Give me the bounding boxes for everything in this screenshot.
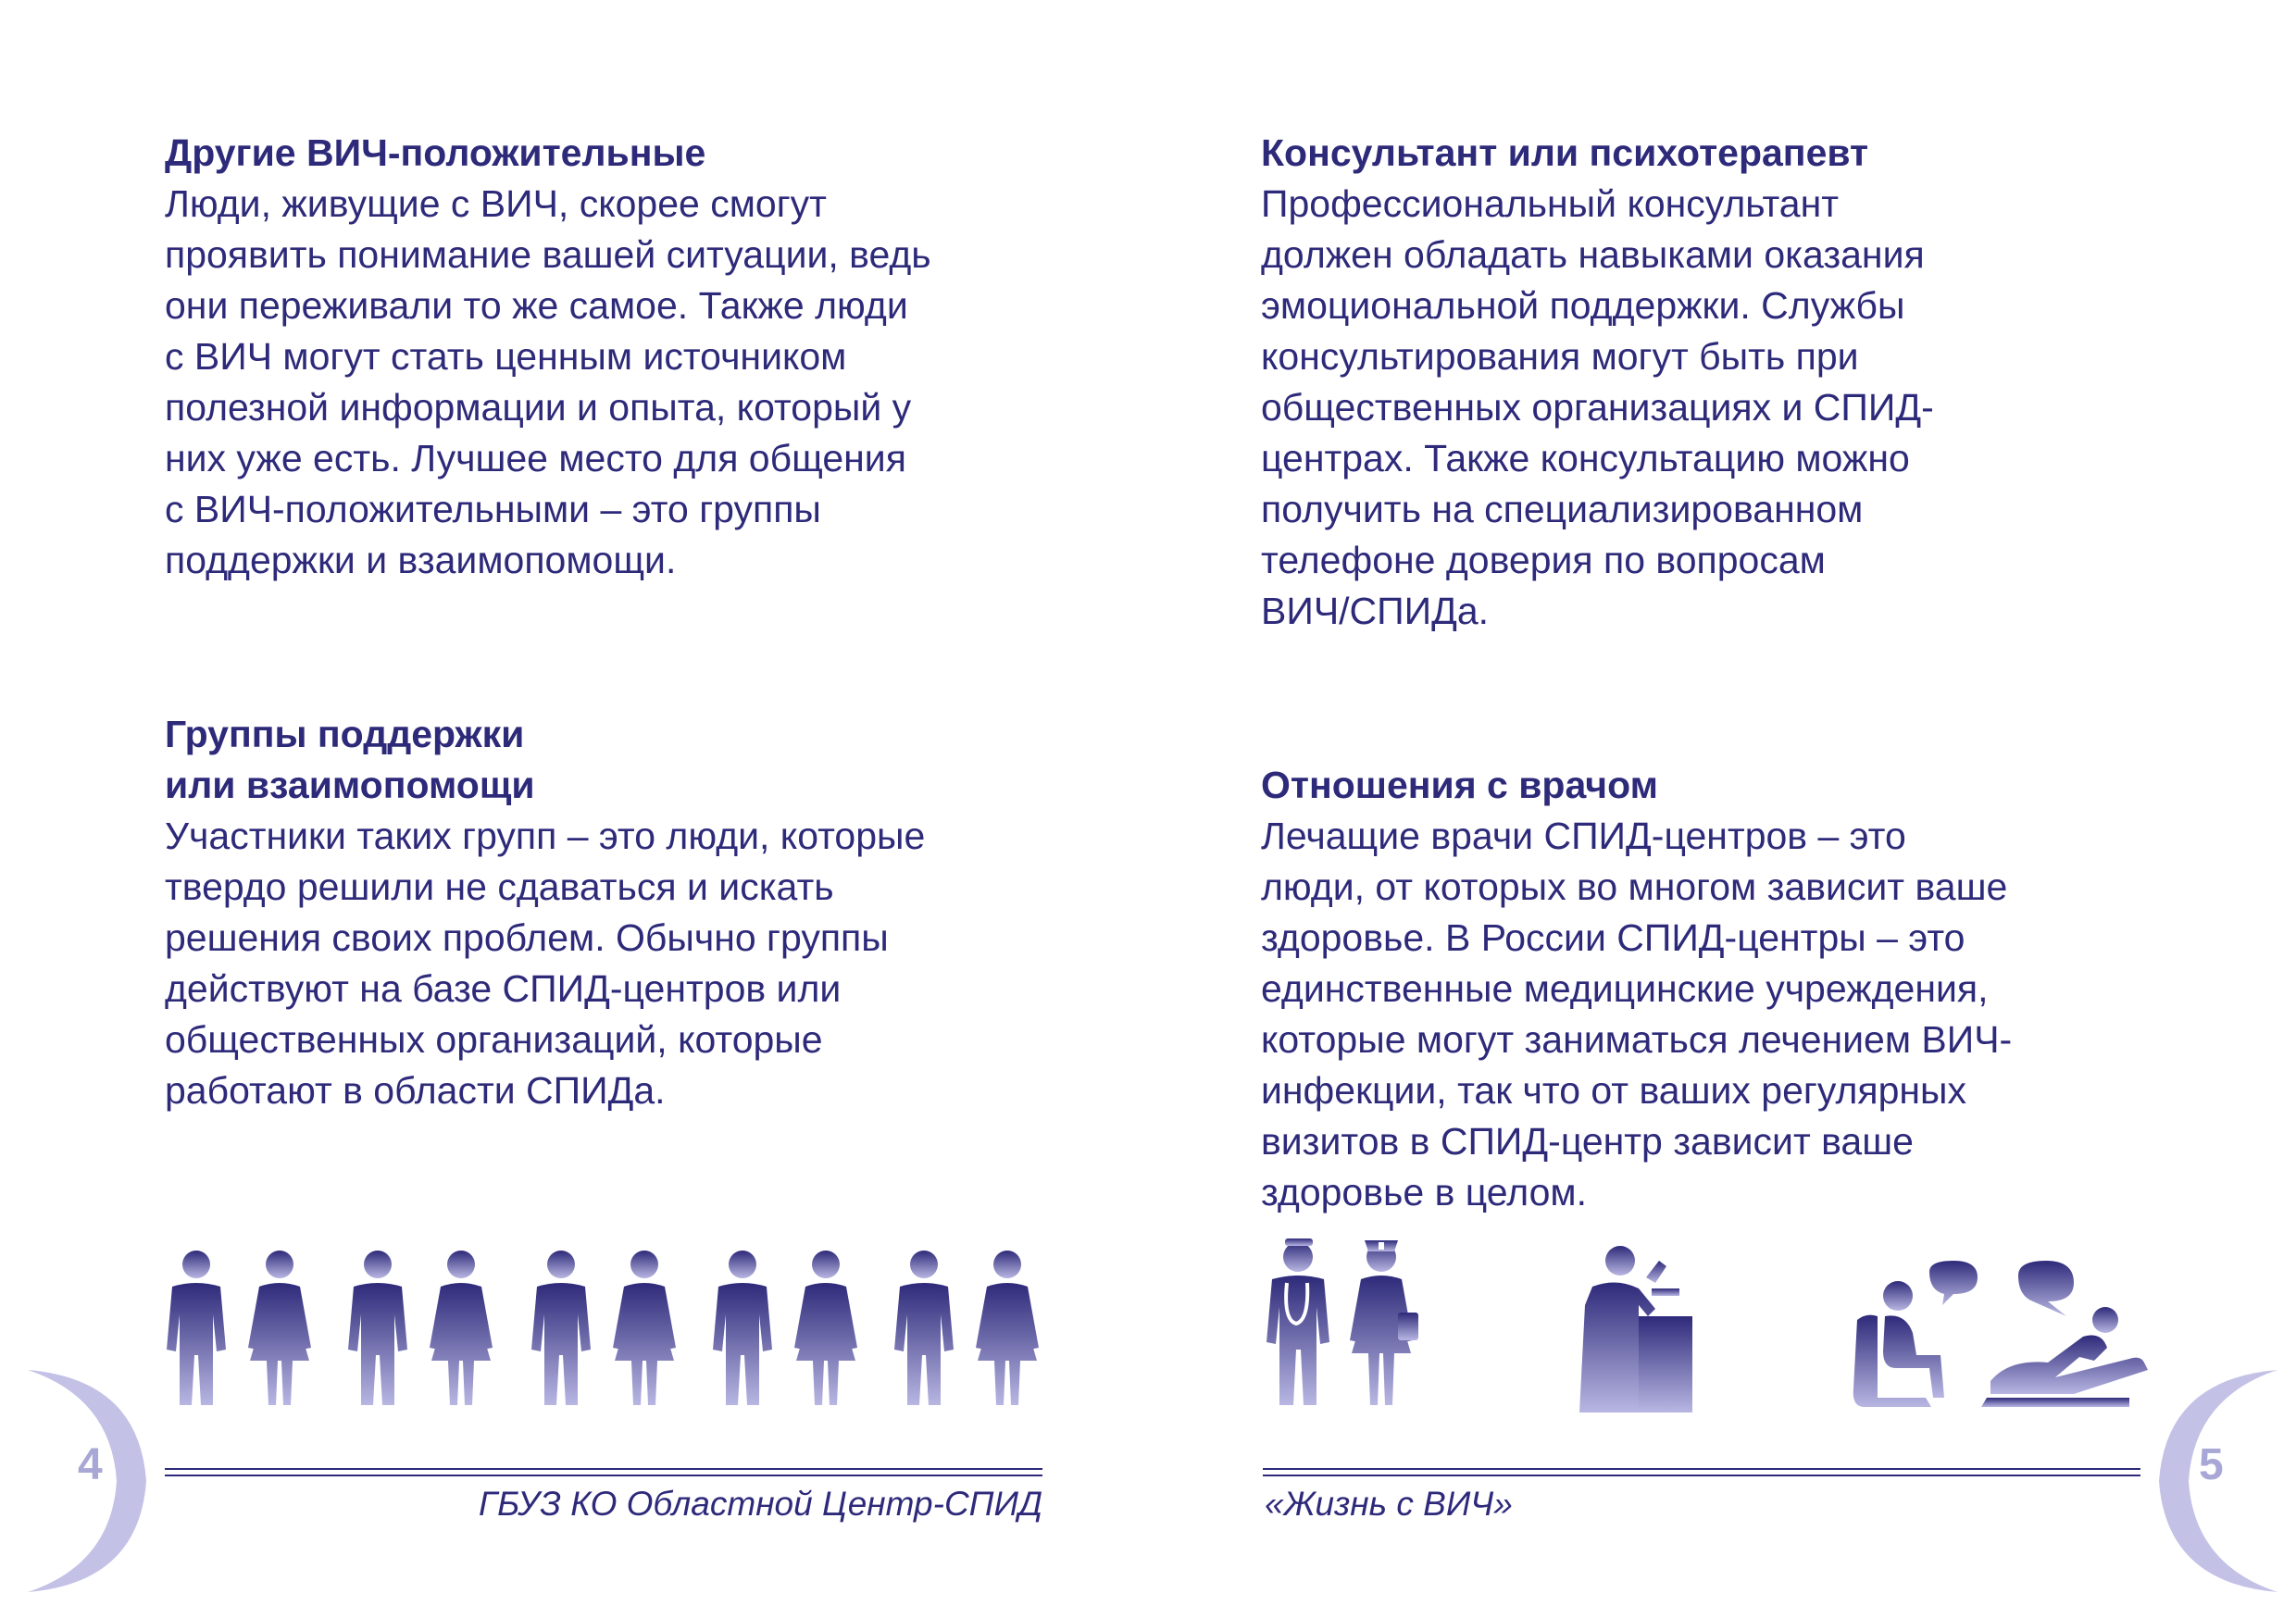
section-text: Участники таких групп – это люди, которые твердо решили не сдаваться и искать решения своих проблем. Обычно группы действуют на базе СПИД-центров или общественных организаций, которые работают в области СПИДа. bbox=[165, 815, 926, 1112]
right-page-column bbox=[1261, 128, 2187, 1218]
section-doctor-relations bbox=[1261, 760, 2187, 1218]
section-text: Лечащие врачи СПИД-центров – это люди, от которых во многом зависит ваше здоровье. В России СПИД-центры – это единственные медицинские учреждения, которые могут заниматься лечением ВИЧ- инфекции, так что от ваших регулярных визитов в СПИД-центр зависит ваше здоровье в целом. bbox=[1261, 815, 2013, 1214]
left-page-column bbox=[165, 128, 1091, 1116]
section-support-groups bbox=[165, 709, 1091, 1116]
page-number-left: 4 bbox=[78, 1440, 103, 1489]
counseling-session-icon bbox=[1852, 1259, 2148, 1416]
page-number-right: 5 bbox=[2199, 1440, 2224, 1489]
footer-brochure-title: «Жизнь с ВИЧ» bbox=[1265, 1485, 1513, 1523]
section-text: Люди, живущие с ВИЧ, скорее смогут проявить понимание вашей ситуации, ведь они переживали то же самое. Также люди с ВИЧ могут стать ценным источником полезной информации и опыта, который у них уже есть. Лучшее место для общения с ВИЧ-положительными – это группы поддержки и взаимопомощи. bbox=[165, 182, 931, 581]
footer-organization: ГБУЗ КО Областной Центр-СПИД bbox=[479, 1485, 1042, 1523]
section-title: Группы поддержки или взаимопомощи bbox=[165, 713, 535, 806]
section-consultant bbox=[1261, 128, 2187, 637]
doctors-icon bbox=[1259, 1231, 1444, 1416]
section-title: Отношения с врачом bbox=[1261, 764, 1658, 806]
footer-rule-left bbox=[165, 1468, 1042, 1476]
section-text: Профессиональный консультант должен обладать навыками оказания эмоциональной поддержки. Службы консультирования могут быть при общественных организациях и СПИД- центрах. Также консультацию можно получить на специализированном телефоне доверия по вопросам ВИЧ/СПИДа. bbox=[1261, 182, 1934, 632]
people-row-icon bbox=[159, 1240, 1048, 1413]
section-title: Консультант или психотерапевт bbox=[1261, 131, 1869, 174]
section-hiv-positive bbox=[165, 128, 1091, 586]
lab-worker-icon bbox=[1574, 1240, 1694, 1413]
section-title: Другие ВИЧ-положительные bbox=[165, 131, 706, 174]
footer-rule-right bbox=[1263, 1468, 2140, 1476]
